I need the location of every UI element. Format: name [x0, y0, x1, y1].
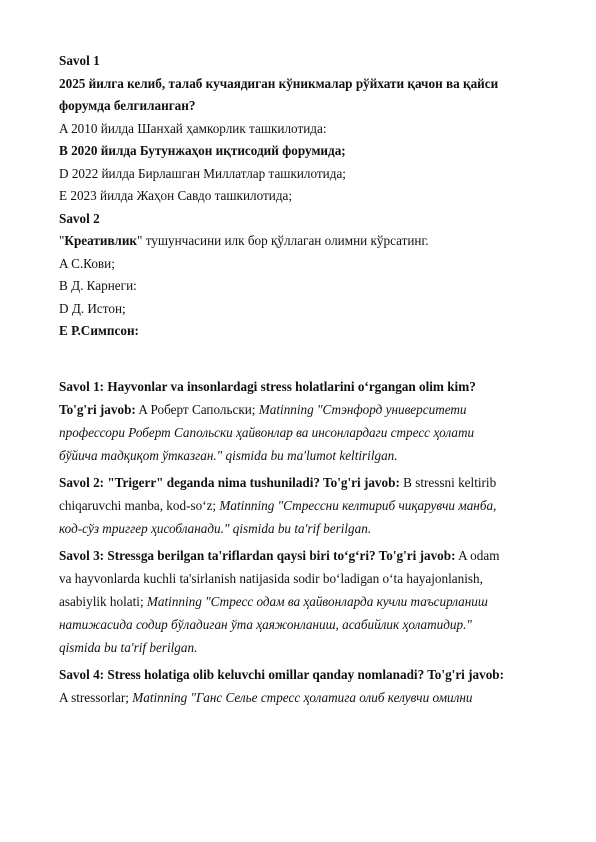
plain-text: A Роберт Сапольски; — [135, 401, 259, 417]
quote-open: " — [59, 233, 65, 248]
italic-quote: Matinning "Стрессни келтириб чиқарувчи манба, — [219, 497, 497, 513]
explanation-line — [59, 567, 549, 590]
question-text-line: 2025 йилга келиб, талаб кучаядиган кўникмалар рўйхати қачон ва қайси — [59, 75, 499, 91]
plain-text: B stressni keltirib — [399, 474, 497, 490]
bold-text: Savol 2: "Trigerr" deganda nima tushuniladi? To'g'ri javob: — [59, 474, 400, 490]
explanation-line — [59, 636, 549, 659]
italic-quote: qismida bu ta'rif berilgan. — [59, 639, 198, 655]
italic-quote: бўйича тадқиқот ўтказган." qismida bu ma'lumot keltirilgan. — [59, 447, 398, 463]
plain-text: A odam — [455, 547, 500, 563]
italic-quote: Matinning "Стресс одам ва ҳайвонларда кучли таъсирланиш — [146, 593, 488, 609]
italic-quote: Matinning "Стэнфорд университети — [258, 401, 467, 417]
question-block-2 — [59, 208, 549, 343]
plain-text: va hayvonlarda kuchli ta'sirlanish natijasida sodir bo‘ladigan o‘ta hayajonlanish, — [59, 570, 483, 586]
italic-quote: Matinning "Ганс Селье стресс ҳолатига олиб келувчи омилни — [132, 689, 473, 705]
question-label: Savol 1 — [59, 53, 100, 68]
italic-quote: код-сўз триггер ҳисобланади." qismida bu ta'rif berilgan. — [59, 520, 372, 536]
bold-text: Savol 3: Stressga berilgan ta'riflardan qaysi biri to‘g‘ri? To'g'ri javob: — [59, 547, 456, 563]
question-text-line — [59, 230, 549, 253]
plain-text: A stressorlar; — [59, 689, 133, 705]
explanation-line — [59, 590, 549, 613]
explanation-line — [59, 686, 549, 709]
answer-option: D Д. Истон; — [59, 300, 126, 316]
italic-quote: натижасида содир бўладиган ўта ҳаяжонланиш, асабийлик ҳолатидир." — [59, 616, 472, 632]
question-text-rest: " тушунчасини илк бор қўллаган олимни кўрсатинг. — [137, 233, 429, 248]
answer-option: E 2023 йилда Жаҳон Савдо ташкилотида; — [59, 188, 293, 203]
answer-option: D 2022 йилда Бирлашган Миллатлар ташкилотида; — [59, 165, 346, 181]
explanation-line — [59, 398, 549, 421]
explanation-line — [59, 544, 549, 567]
explanation-line — [59, 421, 549, 444]
answer-explanations — [59, 375, 549, 709]
answer-option: B Д. Карнеги: — [59, 278, 137, 293]
explanation-paragraph — [59, 471, 549, 540]
explanation-line — [59, 375, 549, 398]
explanation-paragraph — [59, 544, 549, 659]
section-gap — [59, 343, 549, 375]
bold-text: Savol 4: Stress holatiga olib keluvchi omillar qanday nomlanadi? To'g'ri javob: — [59, 666, 505, 682]
italic-quote: профессори Роберт Сапольски ҳайвонлар ва инсонлардаги стресс ҳолати — [59, 424, 475, 440]
explanation-paragraph — [59, 663, 549, 709]
question-block-1 — [59, 50, 549, 208]
plain-text: chiqaruvchi manba, kod-so‘z; — [59, 497, 220, 513]
explanation-line — [59, 471, 549, 494]
answer-option: A 2010 йилда Шанхай ҳамкорлик ташкилотида: — [59, 120, 327, 136]
answer-option-correct: B 2020 йилда Бутунжаҳон иқтисодий форумида; — [59, 143, 346, 158]
explanation-line — [59, 517, 549, 540]
explanation-paragraph — [59, 375, 549, 467]
explanation-line — [59, 663, 549, 686]
bold-text: To'g'ri javob: — [59, 401, 136, 417]
explanation-line — [59, 494, 549, 517]
answer-option-correct: E Р.Симпсон: — [59, 323, 139, 338]
question-label: Savol 2 — [59, 210, 100, 226]
answer-option: A С.Кови; — [59, 255, 115, 271]
bold-text: Savol 1: Hayvonlar va insonlardagi stress holatlarini o‘rgangan olim kim? — [59, 378, 476, 394]
plain-text: asabiylik holati; — [59, 593, 147, 609]
question-keyword: Креативлик — [64, 233, 138, 248]
explanation-line — [59, 613, 549, 636]
question-text-line: форумда белгиланган? — [59, 98, 196, 113]
document-page — [59, 50, 549, 709]
explanation-line — [59, 444, 549, 467]
